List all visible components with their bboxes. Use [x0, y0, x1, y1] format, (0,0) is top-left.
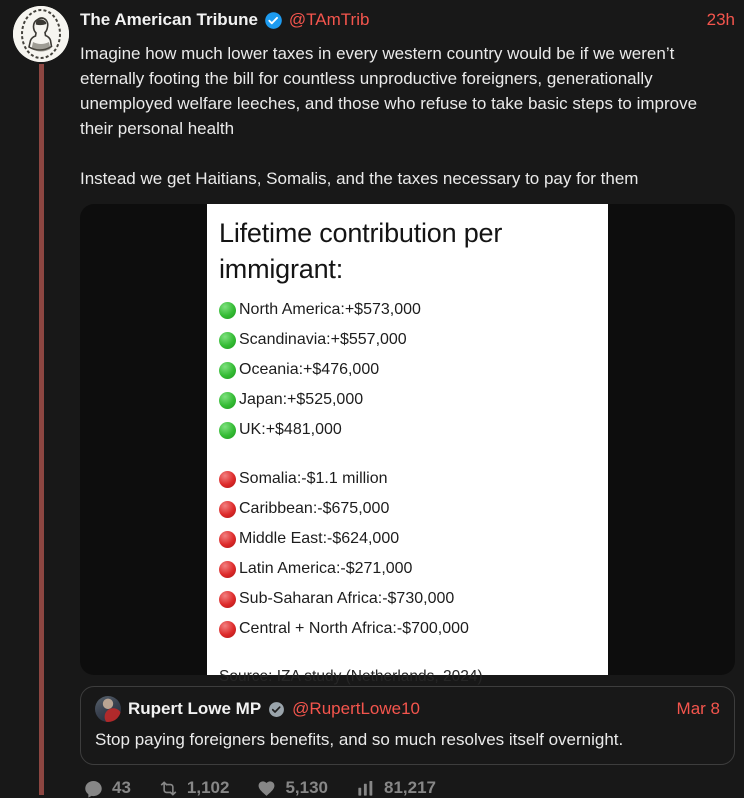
- heart-icon: [257, 779, 276, 798]
- separator: :: [282, 391, 288, 408]
- list-item: [219, 614, 596, 644]
- separator: :: [392, 620, 397, 637]
- separator: :: [335, 560, 341, 577]
- separator: :: [312, 500, 318, 517]
- list-item: [219, 464, 596, 494]
- green-circle-icon: [219, 332, 236, 349]
- list-item: [219, 385, 596, 415]
- amount-value: -$1.1 million: [301, 470, 388, 487]
- separator: :: [298, 361, 304, 378]
- list-item: [219, 295, 596, 325]
- amount-value: -$271,000: [340, 560, 413, 577]
- tweet-header: [80, 8, 735, 32]
- red-circle-icon: [219, 531, 236, 548]
- region-label: Central + North Africa: [239, 620, 393, 637]
- quoted-tweet-card[interactable]: [80, 686, 735, 765]
- user-handle[interactable]: @TAmTrib: [288, 10, 370, 29]
- tweet-paragraph-2: Instead we get Haitians, Somalis, and the taxes necessary to pay for them: [80, 169, 639, 188]
- reply-icon: [84, 779, 103, 798]
- negative-contribution-list: [219, 464, 596, 644]
- separator: :: [377, 590, 383, 607]
- amount-value: +$557,000: [330, 331, 407, 348]
- green-circle-icon: [219, 362, 236, 379]
- retweet-count: 1,102: [186, 778, 230, 797]
- region-label: North America: [239, 301, 341, 318]
- list-item: [219, 415, 596, 445]
- analytics-bars-icon: [356, 779, 375, 798]
- amount-value: +$481,000: [265, 421, 342, 438]
- tweet-paragraph-1: Imagine how much lower taxes in every western country would be if we weren’t eternally footing the bill for countless unproductive foreigners, generationally unemployed welfare leeches, and those who refuse to take basic steps to improve their personal health: [80, 44, 698, 138]
- green-circle-icon: [219, 422, 236, 439]
- region-label: Latin America: [239, 560, 336, 577]
- list-item: [219, 554, 596, 584]
- views-stat[interactable]: [356, 778, 436, 798]
- amount-value: -$675,000: [317, 500, 390, 517]
- embedded-image[interactable]: [80, 204, 735, 685]
- region-label: Japan: [239, 391, 283, 408]
- views-count: 81,217: [384, 778, 437, 797]
- infographic-source: Source: IZA study (Netherlands, 2024): [219, 668, 483, 685]
- separator: :: [326, 331, 331, 348]
- quoted-user-handle[interactable]: @RupertLowe10: [292, 699, 421, 718]
- red-circle-icon: [219, 621, 236, 638]
- amount-value: +$573,000: [344, 301, 421, 318]
- retweet-stat[interactable]: [159, 778, 230, 798]
- engagement-stats-row: [80, 778, 735, 798]
- region-label: Middle East: [239, 530, 323, 547]
- quoted-tweet-body: Stop paying foreigners benefits, and so much resolves itself overnight.: [95, 730, 624, 749]
- quoted-display-name[interactable]: Rupert Lowe MP: [128, 699, 262, 718]
- amount-value: +$476,000: [303, 361, 380, 378]
- reply-stat[interactable]: [84, 778, 131, 798]
- red-circle-icon: [219, 501, 236, 518]
- region-label: Somalia: [239, 470, 297, 487]
- tweet-body: [80, 41, 730, 191]
- green-circle-icon: [219, 302, 236, 319]
- red-circle-icon: [219, 561, 236, 578]
- list-item: [219, 325, 596, 355]
- like-stat[interactable]: [257, 778, 328, 798]
- red-circle-icon: [219, 591, 236, 608]
- quoted-avatar[interactable]: [95, 696, 121, 722]
- quoted-tweet-timestamp[interactable]: Mar 8: [676, 699, 720, 718]
- red-circle-icon: [219, 471, 236, 488]
- tweet-timestamp[interactable]: 23h: [706, 10, 735, 29]
- separator: :: [340, 301, 345, 318]
- green-circle-icon: [219, 392, 236, 409]
- amount-value: -$730,000: [382, 590, 455, 607]
- verified-badge-gray-icon: [268, 701, 285, 718]
- region-label: Sub-Saharan Africa: [239, 590, 378, 607]
- region-label: Caribbean: [239, 500, 313, 517]
- amount-value: -$700,000: [396, 620, 469, 637]
- list-item: [219, 355, 596, 385]
- infographic-title: Lifetime contribution per immigrant:: [219, 218, 503, 284]
- separator: :: [322, 530, 328, 547]
- list-item: [219, 584, 596, 614]
- quoted-tweet-header: [95, 695, 720, 723]
- list-item: [219, 494, 596, 524]
- engraved-bust-avatar-graphic: [13, 6, 69, 62]
- thread-connector-line: [39, 64, 44, 795]
- separator: :: [296, 470, 302, 487]
- region-label: Scandinavia: [239, 331, 327, 348]
- like-count: 5,130: [285, 778, 329, 797]
- region-label: Oceania: [239, 361, 299, 378]
- list-item: [219, 524, 596, 554]
- reply-count: 43: [112, 778, 131, 797]
- infographic-screenshot: [207, 204, 608, 685]
- retweet-icon: [159, 779, 178, 798]
- separator: :: [261, 421, 266, 438]
- positive-contribution-list: [219, 295, 596, 445]
- verified-badge-icon: [264, 11, 283, 30]
- amount-value: -$624,000: [327, 530, 400, 547]
- avatar[interactable]: [13, 6, 69, 62]
- tweet-main: [80, 8, 735, 798]
- amount-value: +$525,000: [287, 391, 364, 408]
- region-label: UK: [239, 421, 262, 438]
- display-name[interactable]: The American Tribune: [80, 10, 258, 29]
